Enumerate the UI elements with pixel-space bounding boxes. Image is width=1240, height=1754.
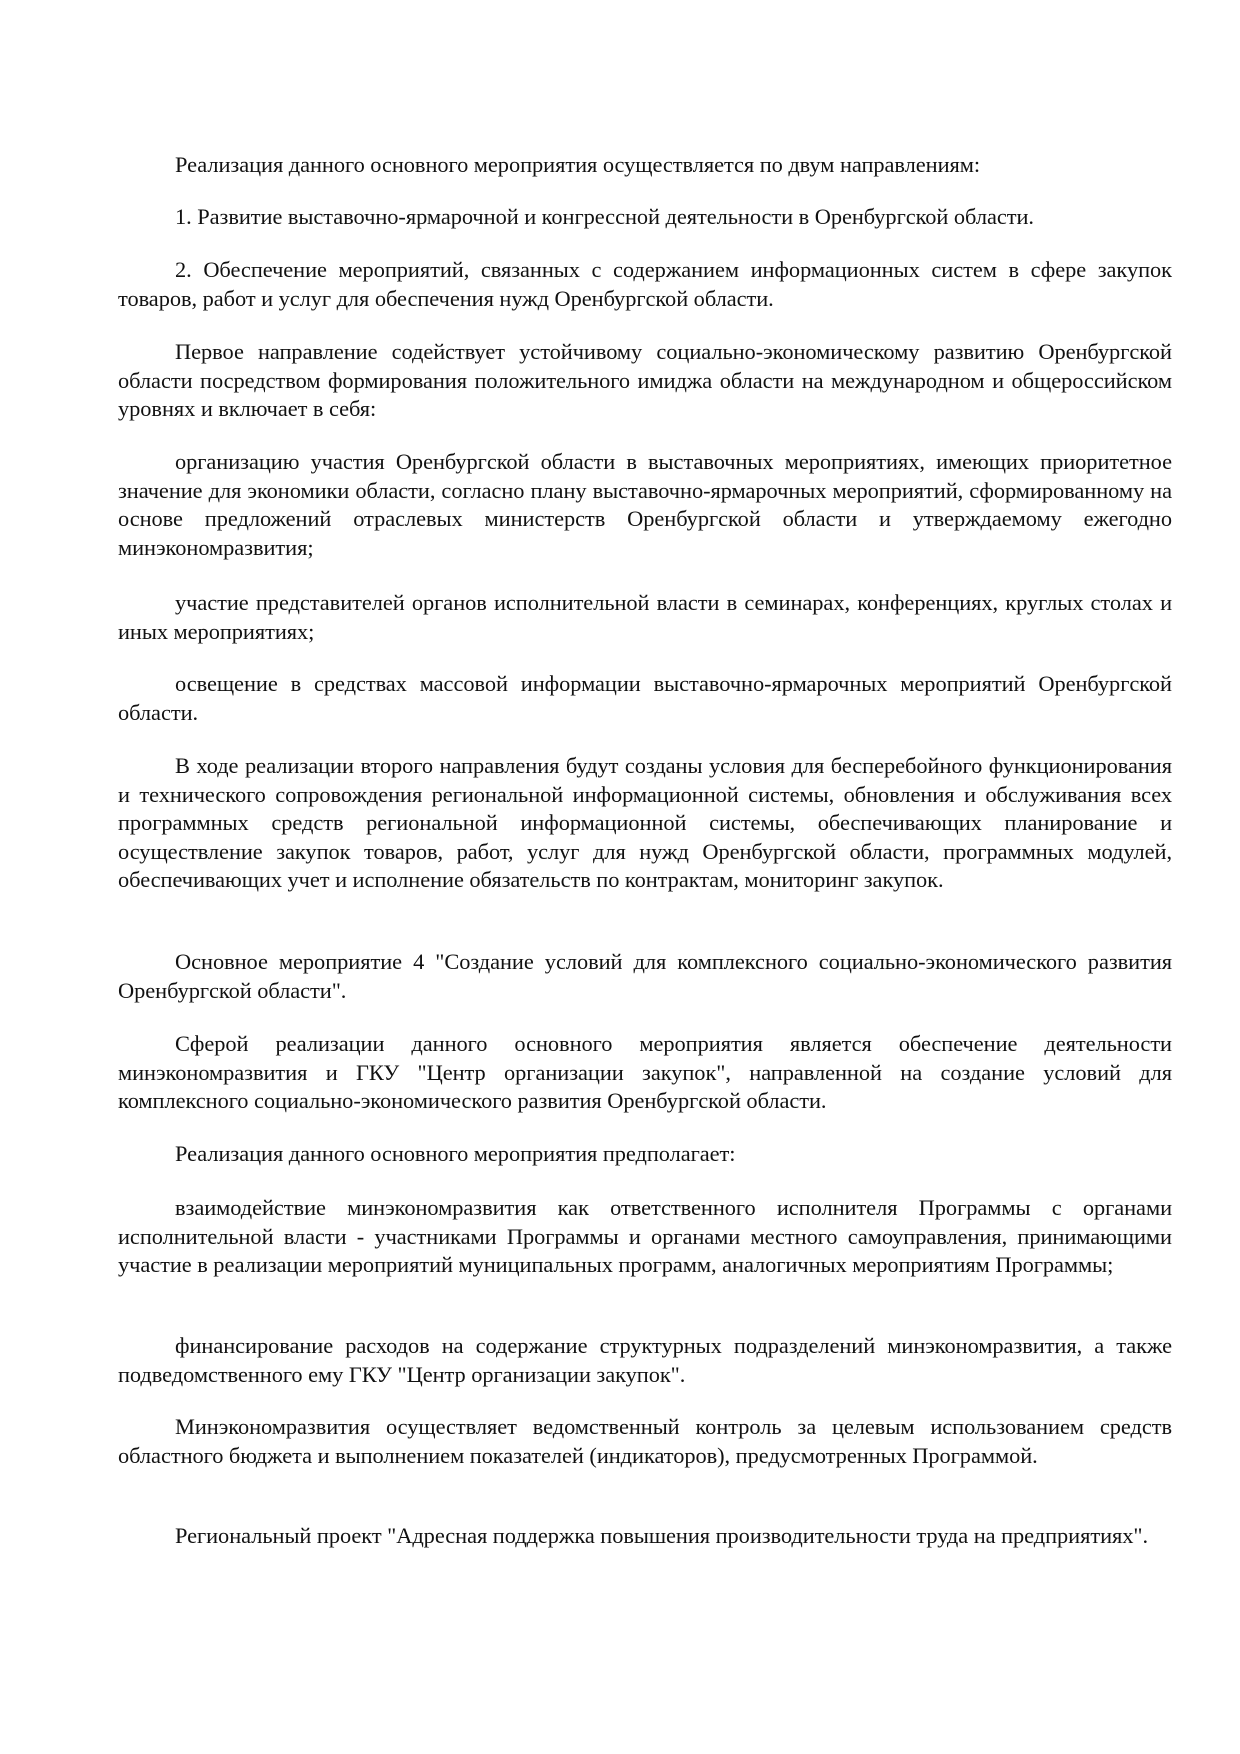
paragraph-implementation-assumes: Реализация данного основного мероприятия предполагает:: [175, 1141, 736, 1166]
paragraph-main-activity-4: Основное мероприятие 4 "Создание условий для комплексного социально-экономического развития Оренбургской области".: [118, 949, 1172, 1003]
paragraph-financing: финансирование расходов на содержание структурных подразделений минэкономразвития, а также подведомственного ему ГКУ "Центр организации закупок".: [118, 1333, 1172, 1387]
paragraph-departmental-control: Минэкономразвития осуществляет ведомственный контроль за целевым использованием средств областного бюджета и выполнением показателей (индикаторов), предусмотренных Программой.: [118, 1414, 1172, 1468]
paragraph-seminars-participation: участие представителей органов исполнительной власти в семинарах, конференциях, круглых столах и иных мероприятиях;: [118, 590, 1172, 644]
paragraph-direction-2: 2. Обеспечение мероприятий, связанных с содержанием информационных систем в сфере закупок товаров, работ и услуг для обеспечения нужд Оренбургской области.: [118, 257, 1172, 311]
paragraph-interaction: взаимодействие минэкономразвития как ответственного исполнителя Программы с органами исполнительной власти - участниками Программы и органами местного самоуправления, принимающими участие в реализации мероприятий муниципальных программ, аналогичных мероприятиям Программы;: [118, 1195, 1172, 1278]
paragraph-second-direction: В ходе реализации второго направления будут созданы условия для бесперебойного функционирования и технического сопровождения региональной информационной системы, обновления и обслуживания всех программных средств региональной информационной системы, обеспечивающих планирование и осуществление закупок товаров, работ, услуг для нужд Оренбургской области, программных модулей, обеспечивающих учет и исполнение обязательств по контрактам, мониторинг закупок.: [118, 753, 1172, 893]
paragraph-implementation-directions: Реализация данного основного мероприятия осуществляется по двум направлениям:: [175, 152, 981, 177]
paragraph-activity-scope: Сферой реализации данного основного мероприятия является обеспечение деятельности минэкономразвития и ГКУ "Центр организации закупок", направленной на создание условий для комплексного социально-экономического развития Оренбургской области.: [118, 1031, 1172, 1114]
paragraph-first-direction: Первое направление содействует устойчивому социально-экономическому развитию Оренбургской области посредством формирования положительного имиджа области на международном и общероссийском уровнях и включает в себя:: [118, 339, 1172, 422]
paragraph-media-coverage: освещение в средствах массовой информации выставочно-ярмарочных мероприятий Оренбургской области.: [118, 671, 1172, 725]
paragraph-regional-project: Региональный проект "Адресная поддержка повышения производительности труда на предприятиях".: [175, 1523, 1149, 1548]
paragraph-exhibition-participation: организацию участия Оренбургской области в выставочных мероприятиях, имеющих приоритетное значение для экономики области, согласно плану выставочно-ярмарочных мероприятий, сформированному на основе предложений отраслевых министерств Оренбургской области и утверждаемому ежегодно минэкономразвития;: [118, 449, 1172, 560]
paragraph-direction-1: 1. Развитие выставочно-ярмарочной и конгрессной деятельности в Оренбургской области.: [175, 204, 1034, 229]
